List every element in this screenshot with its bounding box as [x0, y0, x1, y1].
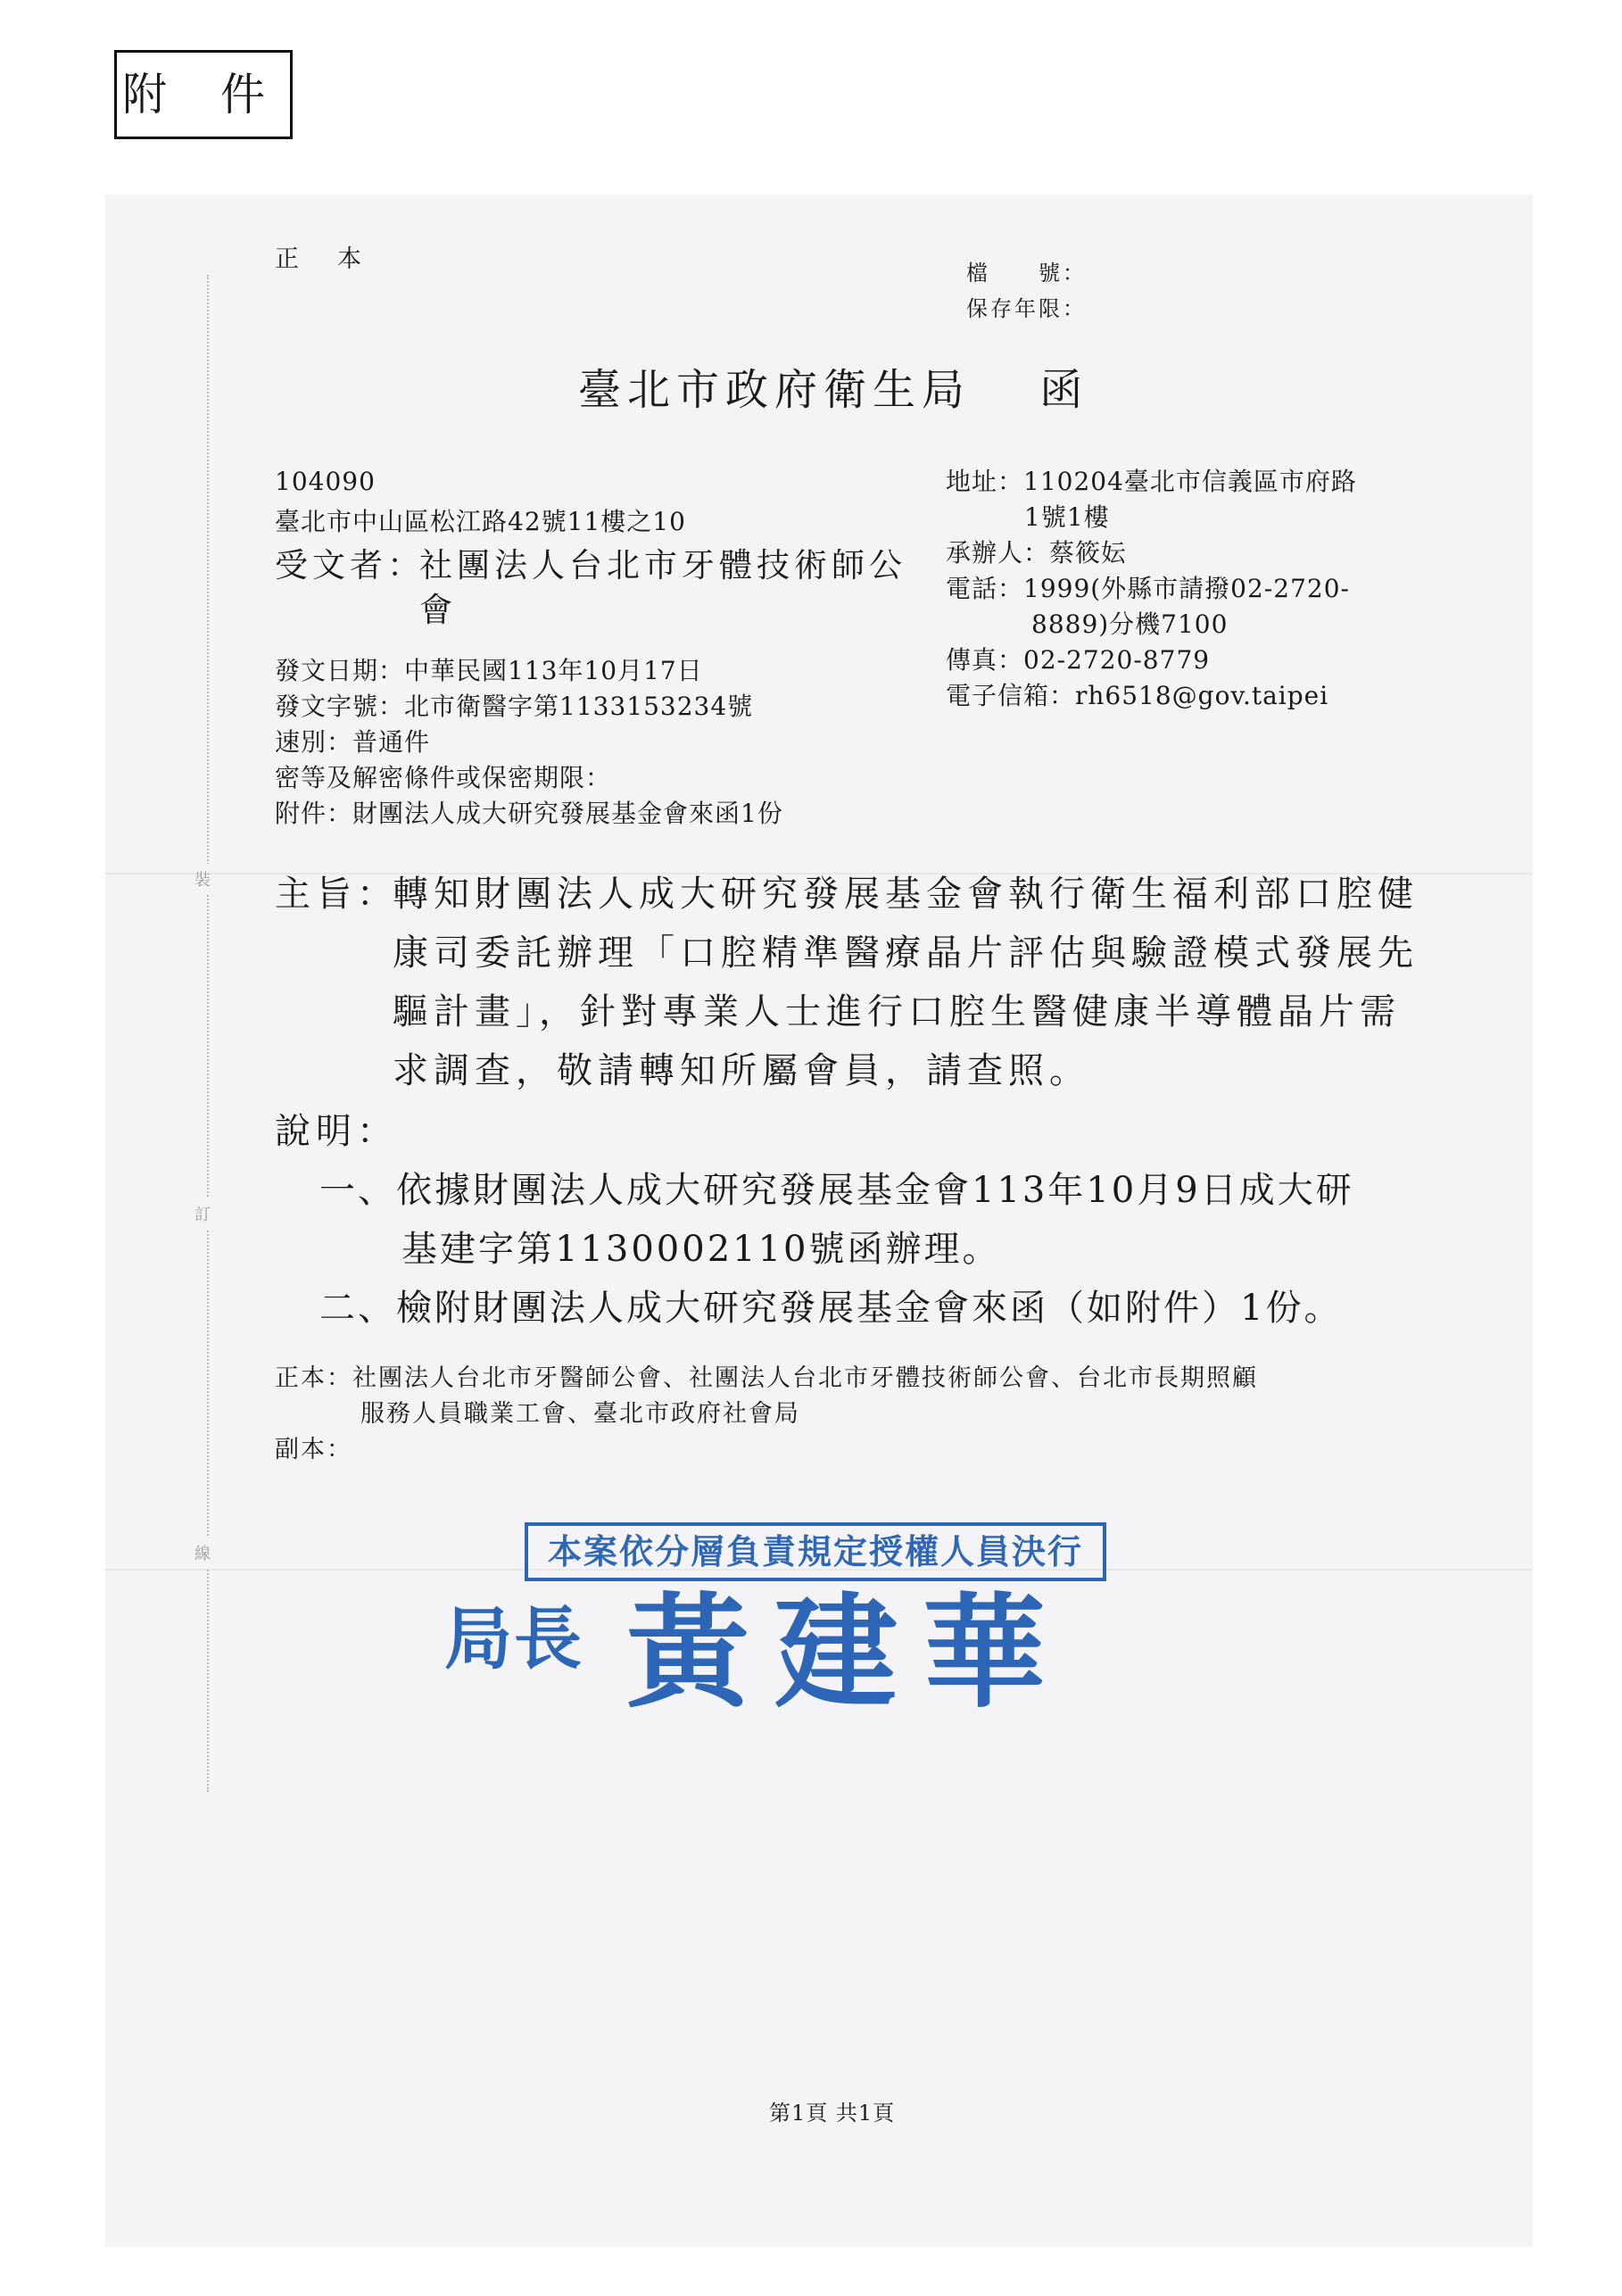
sender-address-line1: 地址：110204臺北市信義區市府路: [946, 467, 1357, 496]
doc-secret: 密等及解密條件或保密期限：: [275, 763, 612, 792]
page-number: 第1頁 共1頁: [769, 2101, 896, 2126]
subject-label: 主旨：: [275, 874, 398, 915]
fax: 傳真：02-2720-8779: [946, 645, 1211, 675]
doc-number: 發文字號：北市衛醫字第1133153234號: [275, 692, 754, 721]
margin-mark-xian: 線: [194, 1538, 211, 1568]
explanation-item2: 二、檢附財團法人成大研究發展基金會來函（如附件）1份。: [319, 1288, 1343, 1329]
file-no-label: 檔 號：: [966, 261, 1087, 286]
seal-title: 局長: [444, 1599, 583, 1678]
authorization-stamp: 本案依分層負責規定授權人員決行: [525, 1522, 1106, 1581]
handler: 承辦人：蔡筱妘: [946, 538, 1128, 568]
subject-line1: 轉知財團法人成大研究發展基金會執行衛生福利部口腔健: [393, 874, 1419, 915]
explanation-item1-line2: 基建字第1130002110號函辦理。: [401, 1229, 1001, 1270]
subject-line2: 康司委託辦理「口腔精準醫療晶片評估與驗證模式發展先: [393, 932, 1419, 974]
explanation-item1-line1: 一、依據財團法人成大研究發展基金會113年10月9日成大研: [319, 1170, 1354, 1211]
subject-line3: 驅計畫」，針對專業人士進行口腔生醫健康半導體晶片需: [393, 991, 1401, 1032]
doc-speed: 速別：普通件: [275, 727, 431, 757]
recipient-label: 受文者：: [275, 546, 425, 584]
doc-date: 發文日期：中華民國113年10月17日: [275, 656, 703, 685]
recipient-address: 臺北市中山區松江路42號11樓之10: [275, 507, 686, 536]
document-title: 臺北市政府衛生局 函: [578, 365, 1089, 415]
document-paper: [105, 195, 1533, 2247]
margin-mark-ding: 訂: [194, 1198, 211, 1229]
sender-address-line2: 1號1樓: [1024, 502, 1110, 532]
phone-line1: 電話：1999(外縣市請撥02-2720-: [946, 574, 1350, 603]
postal-code: 104090: [275, 467, 376, 496]
attachment-label: 附 件: [114, 50, 293, 139]
phone-line2: 8889)分機7100: [1031, 609, 1229, 639]
distribution-original-line1: 正本：社團法人台北市牙醫師公會、社團法人台北市牙體技術師公會、台北市長期照顧: [275, 1364, 1258, 1392]
recipient-name-line1: 社團法人台北市牙體技術師公: [419, 546, 906, 584]
email: 電子信箱：rh6518@gov.taipei: [946, 681, 1329, 710]
seal-signature: 黃建華: [626, 1581, 1072, 1725]
doc-attachment: 附件：財團法人成大研究發展基金會來函1份: [275, 799, 783, 828]
retention-label: 保存年限：: [966, 296, 1087, 321]
distribution-copy: 副本：: [275, 1436, 352, 1463]
recipient-name-line2: 會: [419, 591, 457, 629]
subject-line4: 求調查，敬請轉知所屬會員，請查照。: [393, 1050, 1090, 1091]
explanation-label: 說明：: [275, 1111, 398, 1152]
copy-type: 正 本: [275, 245, 368, 273]
margin-mark-zhuang: 裝: [194, 864, 211, 894]
distribution-original-line2: 服務人員職業工會、臺北市政府社會局: [360, 1400, 800, 1428]
